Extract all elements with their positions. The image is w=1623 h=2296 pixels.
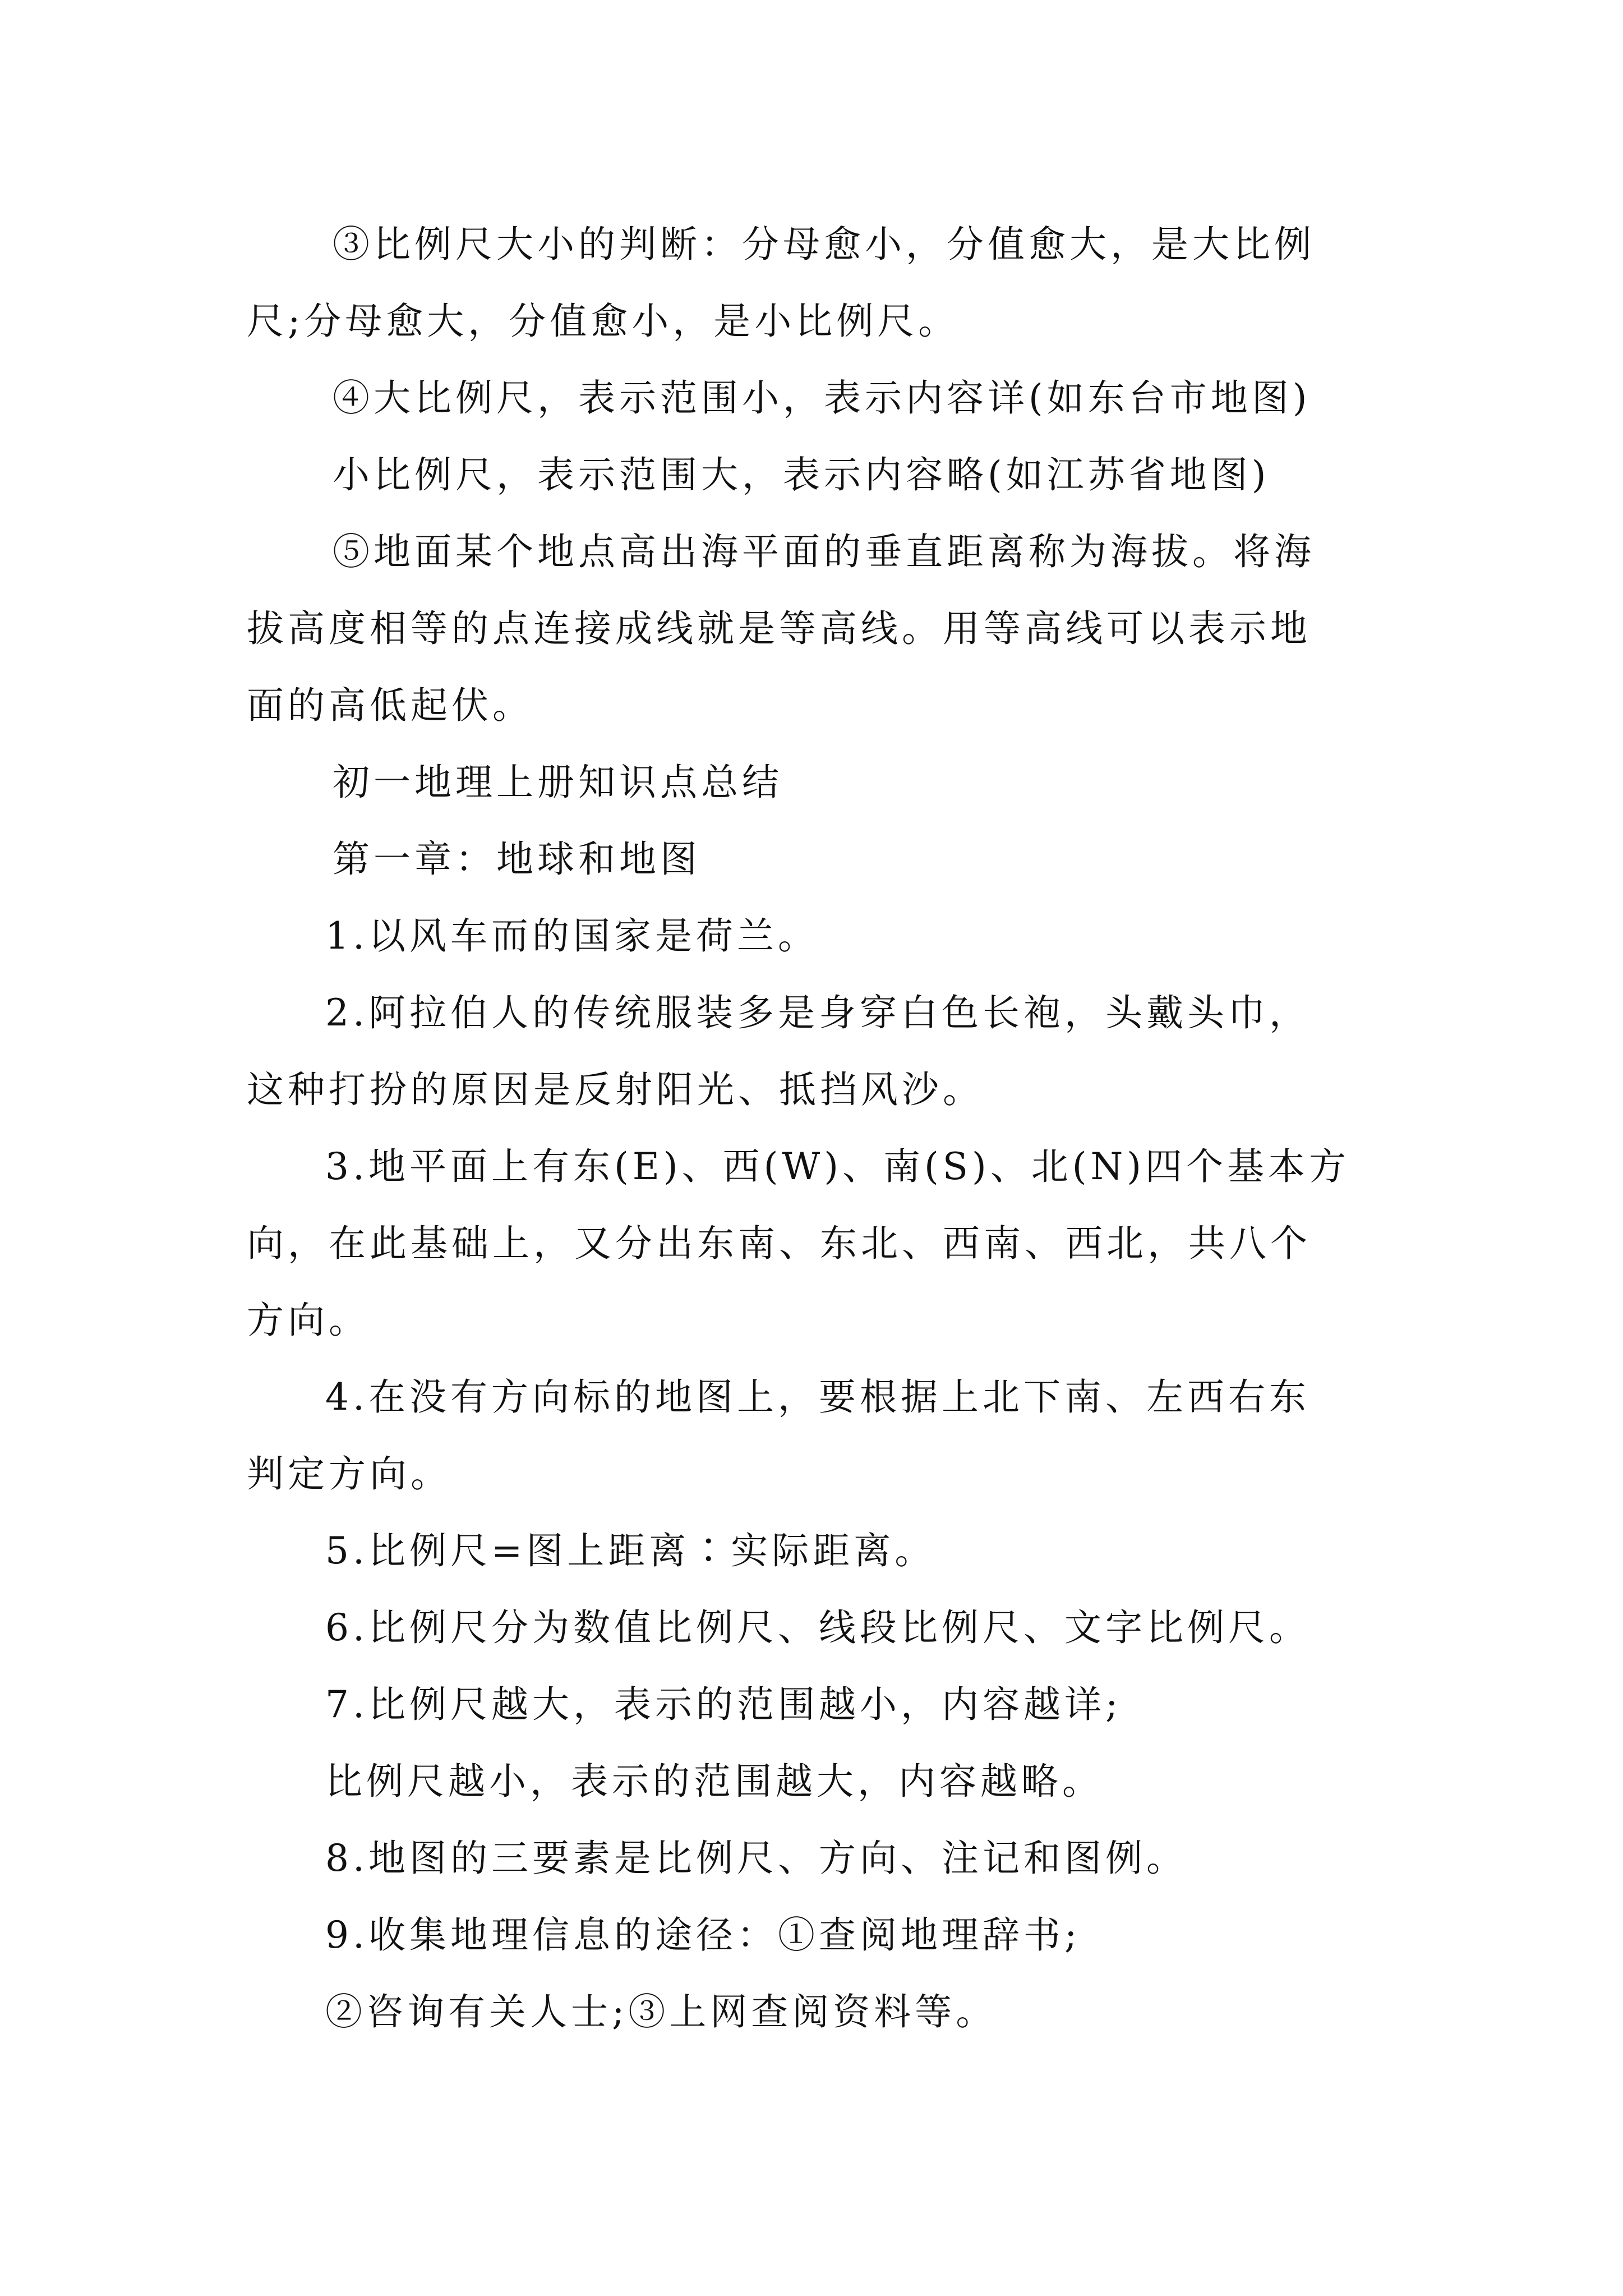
text-line: 向，在此基础上，又分出东南、东北、西南、西北，共八个 <box>247 1222 1311 1265</box>
text-line: 1.以风车而的国家是荷兰。 <box>325 914 819 958</box>
text-line: 方向。 <box>247 1299 370 1342</box>
text-line: 小比例尺，表示范围大，表示内容略(如江苏省地图) <box>333 453 1270 496</box>
text-line: 7.比例尺越大，表示的范围越小，内容越详; <box>325 1683 1122 1726</box>
text-line: 比例尺越小，表示的范围越大，内容越略。 <box>325 1760 1103 1803</box>
text-line: 判定方向。 <box>247 1452 451 1496</box>
text-line: 5.比例尺=图上距离∶实际距离。 <box>325 1529 936 1572</box>
text-line: 拔高度相等的点连接成线就是等高线。用等高线可以表示地 <box>247 607 1311 650</box>
text-line: 3.地平面上有东(E)、西(W)、南(S)、北(N)四个基本方 <box>325 1145 1350 1188</box>
chapter-heading: 第一章：地球和地图 <box>333 838 701 881</box>
text-line: 面的高低起伏。 <box>247 684 533 727</box>
text-line: 8.地图的三要素是比例尺、方向、注记和图例。 <box>325 1837 1187 1880</box>
text-line: 6.比例尺分为数值比例尺、线段比例尺、文字比例尺。 <box>325 1606 1310 1649</box>
text-line: 这种打扮的原因是反射阳光、抵挡风沙。 <box>247 1068 984 1111</box>
text-line: ⑤地面某个地点高出海平面的垂直距离称为海拔。将海 <box>333 530 1315 573</box>
text-line: ②咨询有关人士;③上网查阅资料等。 <box>325 1990 997 2033</box>
text-line: 4.在没有方向标的地图上，要根据上北下南、左西右东 <box>325 1375 1310 1419</box>
text-line: 9.收集地理信息的途径：①查阅地理辞书; <box>325 1913 1081 1957</box>
text-line: ③比例尺大小的判断：分母愈小，分值愈大，是大比例 <box>333 223 1315 266</box>
text-line: 2.阿拉伯人的传统服装多是身穿白色长袍，头戴头巾， <box>325 991 1310 1034</box>
section-heading: 初一地理上册知识点总结 <box>333 761 783 804</box>
text-line: 尺;分母愈大，分值愈小，是小比例尺。 <box>247 300 960 343</box>
text-line: ④大比例尺，表示范围小，表示内容详(如东台市地图) <box>333 376 1311 420</box>
